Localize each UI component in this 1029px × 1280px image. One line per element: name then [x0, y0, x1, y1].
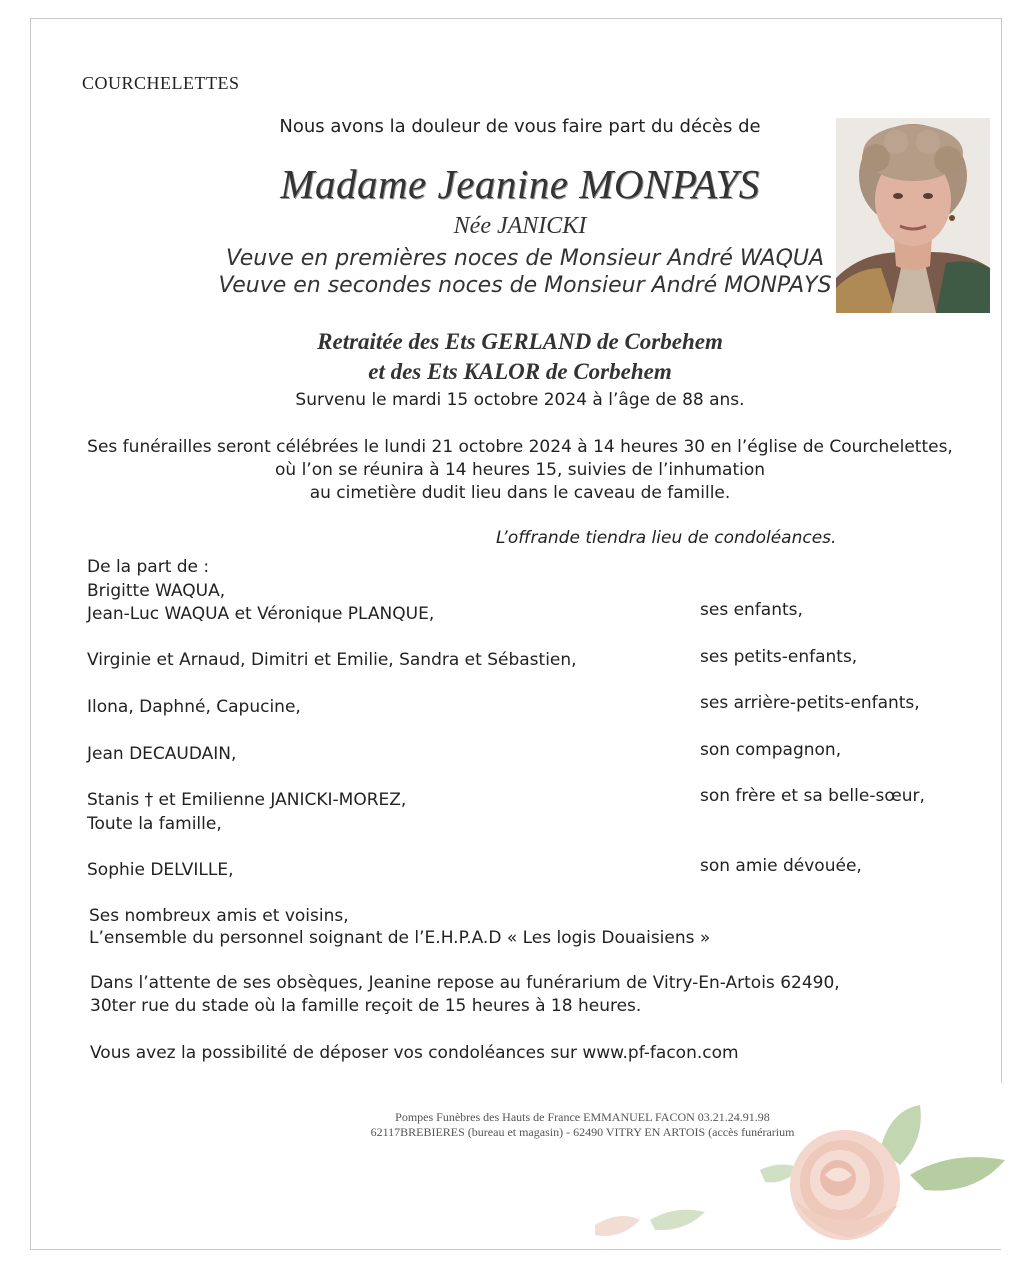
- funeral-line-2: où l’on se réunira à 14 heures 15, suivies de l’inhumation: [274, 460, 766, 480]
- condolences-note: Vous avez la possibilité de déposer vos condoléances sur www.pf-facon.com: [90, 1043, 739, 1063]
- family-relation: son amie dévouée,: [700, 856, 862, 876]
- friends-line-2: L’ensemble du personnel soignant de l’E.H.P.A.D « Les logis Douaisiens »: [89, 928, 711, 948]
- family-name: Stanis † et Emilienne JANICKI-MOREZ,: [87, 790, 407, 810]
- family-name: Virginie et Arnaud, Dimitri et Emilie, Sandra et Sébastien,: [87, 650, 577, 670]
- from-label: De la part de :: [87, 557, 210, 577]
- family-relation: ses petits-enfants,: [700, 647, 858, 667]
- widow-line-1: Veuve en premières noces de Monsieur André WAQUA: [225, 246, 825, 271]
- wake-line-1: Dans l’attente de ses obsèques, Jeanine repose au funérarium de Vitry-En-Artois 62490,: [90, 973, 840, 993]
- intro-text: Nous avons la douleur de vous faire part du décès de: [279, 116, 761, 137]
- wake-line-2: 30ter rue du stade où la famille reçoit de 15 heures à 18 heures.: [90, 996, 642, 1016]
- retired-line-2: et des Ets KALOR de Corbehem: [368, 359, 672, 384]
- family-name: Toute la famille,: [87, 814, 222, 834]
- family-name: Brigitte WAQUA,: [87, 581, 226, 601]
- family-name: Sophie DELVILLE,: [87, 860, 234, 880]
- family-relation: son compagnon,: [700, 740, 842, 760]
- family-name: Ilona, Daphné, Capucine,: [87, 697, 301, 717]
- offering-note: L’offrande tiendra lieu de condoléances.: [496, 528, 837, 548]
- widow-line-2: Veuve en secondes noces de Monsieur André MONPAYS: [218, 273, 832, 298]
- funeral-home-line-1: Pompes Funèbres des Hauts de France EMMANUEL FACON 03.21.24.91.98: [395, 1110, 770, 1124]
- family-name: Jean-Luc WAQUA et Véronique PLANQUE,: [87, 604, 435, 624]
- death-date: Survenu le mardi 15 octobre 2024 à l’âge de 88 ans.: [295, 390, 745, 410]
- deceased-name: Madame Jeanine MONPAYS: [280, 161, 760, 207]
- family-relation: son frère et sa belle-sœur,: [700, 786, 925, 806]
- funeral-line-1: Ses funérailles seront célébrées le lundi 21 octobre 2024 à 14 heures 30 en l’église de Courchelettes,: [87, 437, 953, 457]
- maiden-name: Née JANICKI: [453, 213, 587, 239]
- town-name: COURCHELETTES: [82, 73, 240, 93]
- family-name: Jean DECAUDAIN,: [87, 744, 237, 764]
- friends-line-1: Ses nombreux amis et voisins,: [89, 906, 349, 926]
- rose-decoration: [580, 1090, 1010, 1250]
- portrait-photo: [836, 118, 990, 313]
- family-relation: ses arrière-petits-enfants,: [700, 693, 920, 713]
- funeral-line-3: au cimetière dudit lieu dans le caveau de famille.: [309, 483, 731, 503]
- funeral-home-line-2: 62117BREBIERES (bureau et magasin) - 62490 VITRY EN ARTOIS (accès funérarium: [370, 1125, 795, 1139]
- family-relation: ses enfants,: [700, 600, 803, 620]
- retired-line-1: Retraitée des Ets GERLAND de Corbehem: [317, 329, 723, 354]
